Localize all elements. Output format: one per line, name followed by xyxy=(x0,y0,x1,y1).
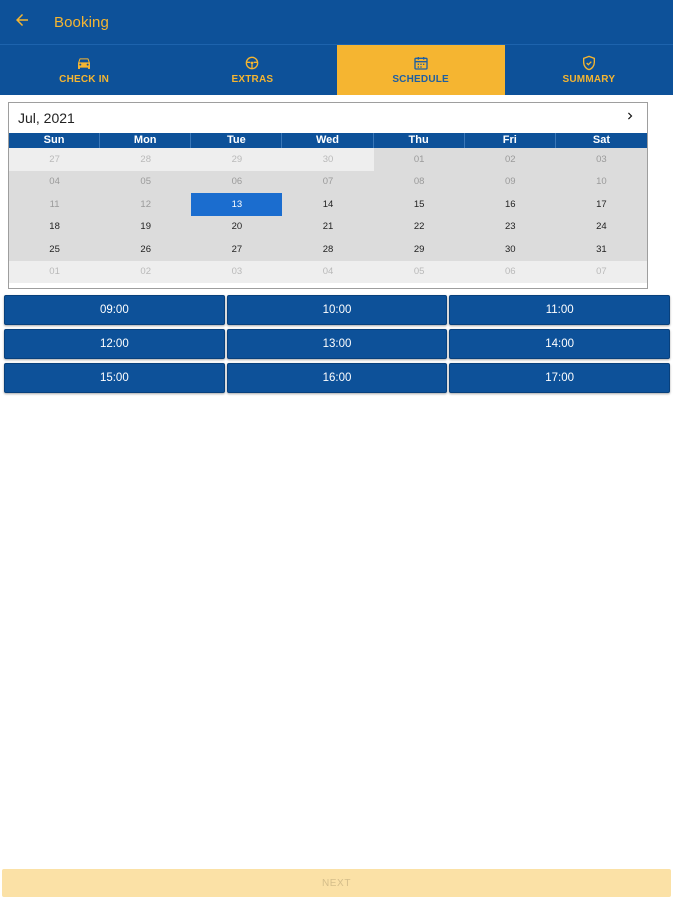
calendar-day: 27 xyxy=(9,148,100,171)
next-button[interactable]: NEXT xyxy=(2,869,671,897)
time-slot-grid xyxy=(4,295,670,393)
calendar-day: 09 xyxy=(465,171,556,194)
tab-label: EXTRAS xyxy=(231,74,274,85)
calendar-day[interactable]: 14 xyxy=(282,193,373,216)
calendar-month-label: Jul, 2021 xyxy=(18,110,75,126)
calendar-day[interactable]: 31 xyxy=(556,238,647,261)
calendar-day-grid xyxy=(9,148,647,283)
calendar-day[interactable]: 23 xyxy=(465,216,556,239)
page-title: Booking xyxy=(54,13,109,31)
calendar-day: 07 xyxy=(556,261,647,284)
tab-check-in[interactable] xyxy=(0,45,168,95)
calendar-day[interactable]: 25 xyxy=(9,238,100,261)
date-picker-calendar xyxy=(8,102,648,289)
time-slot-button[interactable]: 17:00 xyxy=(449,363,670,393)
calendar-day: 05 xyxy=(100,171,191,194)
weekday-header-row xyxy=(9,133,647,148)
time-slot-button[interactable]: 14:00 xyxy=(449,329,670,359)
calendar-day: 04 xyxy=(282,261,373,284)
time-slot-button[interactable]: 12:00 xyxy=(4,329,225,359)
calendar-day[interactable]: 26 xyxy=(100,238,191,261)
calendar-day: 03 xyxy=(556,148,647,171)
calendar-day: 08 xyxy=(374,171,465,194)
calendar-day[interactable]: 27 xyxy=(191,238,282,261)
calendar-header xyxy=(9,103,647,133)
tab-schedule[interactable] xyxy=(337,45,505,95)
weekday-label: Thu xyxy=(374,133,465,148)
calendar-icon xyxy=(413,55,429,71)
time-slot-button[interactable]: 13:00 xyxy=(227,329,448,359)
calendar-day[interactable]: 21 xyxy=(282,216,373,239)
next-month-button[interactable] xyxy=(621,109,639,127)
tab-summary[interactable] xyxy=(505,45,673,95)
time-slot-button[interactable]: 10:00 xyxy=(227,295,448,325)
time-slot-button[interactable]: 09:00 xyxy=(4,295,225,325)
time-slot-button[interactable]: 15:00 xyxy=(4,363,225,393)
booking-steps-tabs xyxy=(0,44,673,95)
weekday-label: Sun xyxy=(9,133,100,148)
calendar-day: 03 xyxy=(191,261,282,284)
calendar-day: 28 xyxy=(100,148,191,171)
calendar-day[interactable]: 15 xyxy=(374,193,465,216)
calendar-day[interactable]: 29 xyxy=(374,238,465,261)
calendar-day[interactable]: 22 xyxy=(374,216,465,239)
calendar-day: 11 xyxy=(9,193,100,216)
steering-wheel-icon xyxy=(244,55,260,71)
shield-check-icon xyxy=(581,55,597,71)
weekday-label: Tue xyxy=(191,133,282,148)
calendar-day: 04 xyxy=(9,171,100,194)
chevron-right-icon xyxy=(623,109,637,128)
calendar-day[interactable]: 16 xyxy=(465,193,556,216)
calendar-day: 07 xyxy=(282,171,373,194)
calendar-day[interactable]: 18 xyxy=(9,216,100,239)
calendar-day[interactable]: 30 xyxy=(465,238,556,261)
time-slot-button[interactable]: 16:00 xyxy=(227,363,448,393)
arrow-left-icon xyxy=(13,11,31,34)
weekday-label: Mon xyxy=(100,133,191,148)
weekday-label: Sat xyxy=(592,134,610,146)
calendar-day: 01 xyxy=(374,148,465,171)
back-button[interactable] xyxy=(0,0,44,44)
tab-label: SCHEDULE xyxy=(392,74,449,85)
app-bar xyxy=(0,0,673,44)
weekday-label: Wed xyxy=(282,133,373,148)
car-icon xyxy=(76,55,92,71)
calendar-day: 12 xyxy=(100,193,191,216)
calendar-day: 02 xyxy=(465,148,556,171)
calendar-day[interactable]: 20 xyxy=(191,216,282,239)
calendar-day: 30 xyxy=(282,148,373,171)
time-slot-button[interactable]: 11:00 xyxy=(449,295,670,325)
calendar-day[interactable]: 17 xyxy=(556,193,647,216)
tab-extras[interactable] xyxy=(168,45,336,95)
calendar-day: 02 xyxy=(100,261,191,284)
calendar-day: 05 xyxy=(374,261,465,284)
calendar-day: 01 xyxy=(9,261,100,284)
calendar-day: 29 xyxy=(191,148,282,171)
calendar-day[interactable]: 28 xyxy=(282,238,373,261)
calendar-day-selected[interactable]: 13 xyxy=(191,193,282,216)
tab-label: SUMMARY xyxy=(562,74,616,85)
weekday-label: Fri xyxy=(465,133,556,148)
calendar-day[interactable]: 19 xyxy=(100,216,191,239)
calendar-day: 10 xyxy=(556,171,647,194)
calendar-day: 06 xyxy=(465,261,556,284)
calendar-day[interactable]: 24 xyxy=(556,216,647,239)
calendar-day: 06 xyxy=(191,171,282,194)
tab-label: CHECK IN xyxy=(59,74,110,85)
